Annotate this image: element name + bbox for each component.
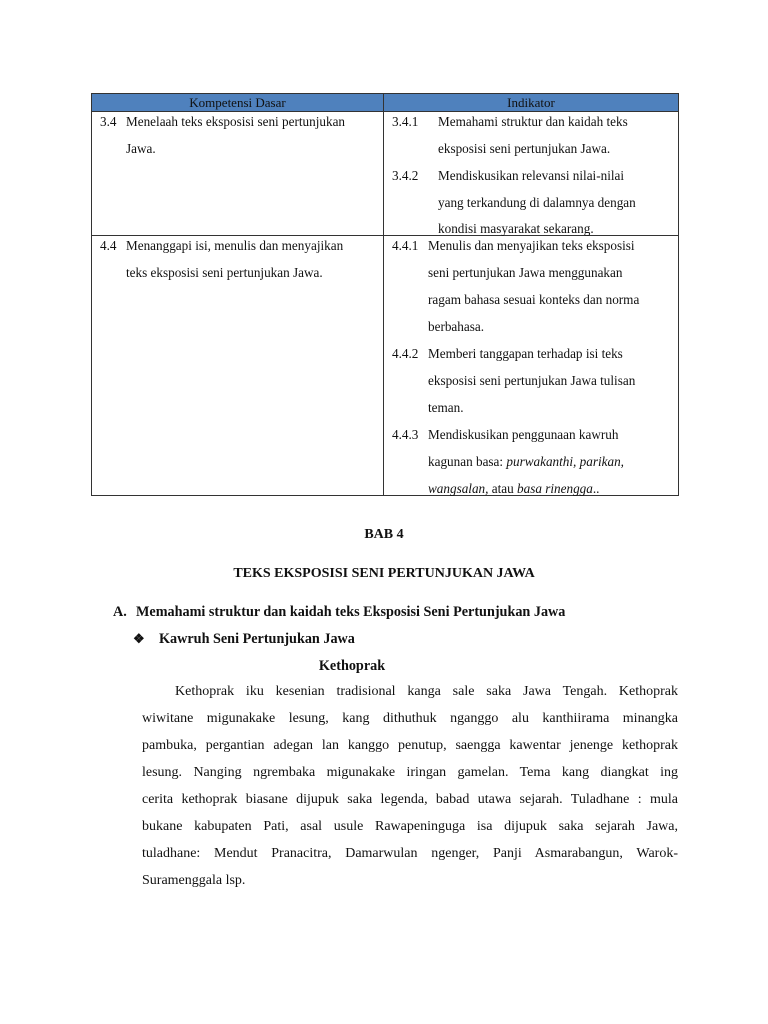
indicator-term: purwakanthi, parikan, (506, 454, 624, 469)
kd-number: 3.4 (100, 114, 117, 129)
indicator-text-connector: atau (488, 481, 518, 496)
indicator-term: wangsalan, (428, 481, 489, 496)
kd-cell (92, 236, 384, 496)
subsection-title: Kawruh Seni Pertunjukan Jawa (159, 631, 355, 647)
table-row (92, 112, 679, 236)
indicator-text-line (428, 480, 599, 498)
indicator-number: 4.4.1 (392, 238, 419, 253)
kd-number: 4.4 (100, 238, 117, 253)
indicator-text-line: Mendiskusikan penggunaan kawruh (428, 427, 619, 442)
paragraph-line: Suramenggala lsp. (142, 873, 246, 888)
kd-text-line: teks eksposisi seni pertunjukan Jawa. (126, 265, 323, 280)
kd-cell (92, 112, 384, 236)
indicator-number: 4.4.3 (392, 427, 419, 442)
indicator-text-line: Mendiskusikan relevansi nilai-nilai (438, 168, 625, 183)
chapter-title: TEKS EKSPOSISI SENI PERTUNJUKAN JAWA (233, 566, 535, 581)
paragraph-line: pambuka, pergantian adegan lan kanggo penutup, saengga kawentar jenenge kethoprak (142, 738, 678, 753)
paragraph-line: Kethoprak iku kesenian tradisional kanga sale saka Jawa Tengah. Kethoprak (175, 684, 678, 699)
indicator-text-line (428, 453, 624, 471)
paragraph-line: bukane kabupaten Pati, asal usule Rawapeninguga isa dijupuk saka sejarah Jawa, (142, 819, 678, 834)
kd-text-line: Menelaah teks eksposisi seni pertunjukan (126, 114, 346, 129)
table-header-row (92, 94, 679, 112)
paragraph-line: tuladhane: Mendut Pranacitra, Damarwulan ngenger, Panji Asmarabangun, Warok- (142, 846, 678, 861)
indicator-text-line: seni pertunjukan Jawa menggunakan (428, 265, 623, 280)
indicator-text-line: kondisi masyarakat sekarang. (438, 221, 594, 236)
subsection-heading (133, 630, 355, 648)
section-title: Memahami struktur dan kaidah teks Eksposisi Seni Pertunjukan Jawa (136, 604, 566, 620)
section-label: A. (113, 604, 127, 620)
kd-text-line: Jawa. (126, 141, 156, 156)
indicator-text-line: yang terkandung di dalamnya dengan (438, 195, 636, 210)
indicator-cell (384, 112, 679, 236)
indicator-text-prefix: kagunan basa: (428, 454, 507, 469)
indicator-text-line: teman. (428, 400, 464, 415)
indicator-text-line: berbahasa. (428, 319, 485, 334)
indicator-number: 3.4.1 (392, 114, 419, 129)
diamond-bullet-icon: ❖ (133, 631, 145, 646)
indicator-number: 4.4.2 (392, 346, 419, 361)
header-kompetensi-dasar: Kompetensi Dasar (92, 94, 384, 112)
chapter-label: BAB 4 (364, 527, 404, 542)
section-heading (113, 603, 565, 621)
competency-table (91, 93, 679, 496)
kd-text-line: Menanggapi isi, menulis dan menyajikan (126, 238, 344, 253)
paragraph-line: wiwitane migunakake lesung, kang dithuthuk nganggo alu kanthiirama minangka (142, 711, 678, 726)
indicator-text-line: ragam bahasa sesuai konteks dan norma (428, 292, 640, 307)
indicator-cell (384, 236, 679, 496)
article-title: Kethoprak (318, 658, 386, 674)
indicator-text-line: eksposisi seni pertunjukan Jawa. (438, 141, 611, 156)
article-paragraph (142, 683, 678, 899)
indicator-text-line: eksposisi seni pertunjukan Jawa tulisan (428, 373, 636, 388)
indicator-term: basa rinengga (517, 481, 593, 496)
header-indikator: Indikator (384, 94, 679, 112)
table-row (92, 236, 679, 496)
indicator-text-line: Memahami struktur dan kaidah teks (438, 114, 628, 129)
indicator-text-end: .. (592, 481, 600, 496)
paragraph-line: cerita kethoprak biasane dijupuk saka legenda, babad utawa sejarah. Tuladhane : mula (142, 792, 678, 807)
indicator-number: 3.4.2 (392, 168, 419, 183)
indicator-text-line: Memberi tanggapan terhadap isi teks (428, 346, 623, 361)
indicator-text-line: Menulis dan menyajikan teks eksposisi (428, 238, 635, 253)
paragraph-line: lesung. Nanging ngrembaka migunakake iringan gamelan. Tema kang diangkat ing (142, 765, 678, 780)
